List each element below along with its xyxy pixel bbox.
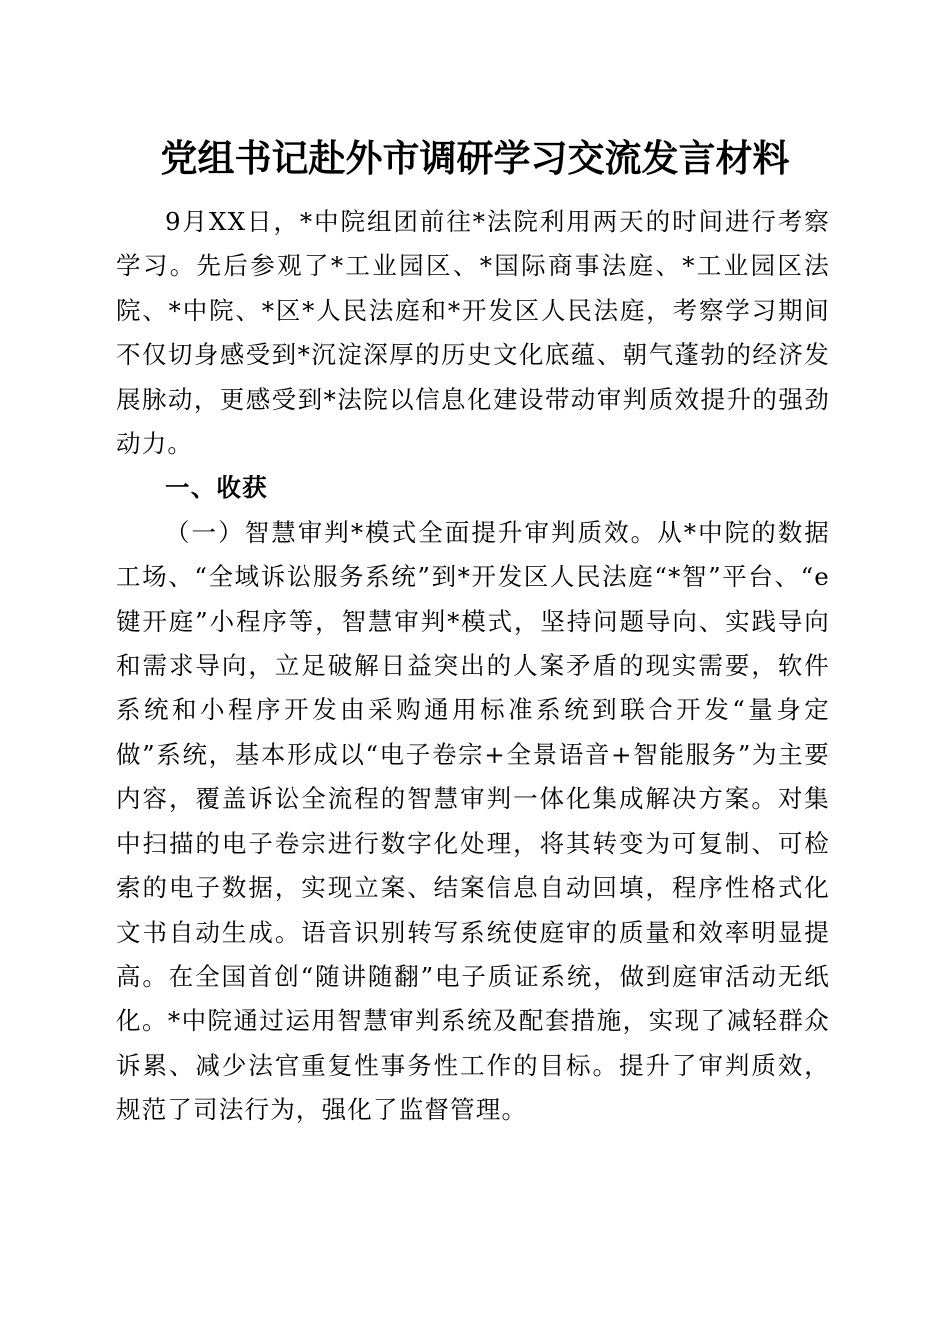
section-heading: 一、收获: [165, 473, 268, 503]
document-title: 党组书记赴外市调研学习交流发言材料: [160, 136, 790, 180]
intro-paragraph: 9月XX日，*中院组团前往*法院利用两天的时间进行考察学习。先后参观了*工业园区、*国际商事法庭、*工业园区法院、*中院、*区*人民法庭和*开发区人民法庭，考察学习期间不仅切身感受到*沉淀深厚的历史文化底蕴、朝气蓬勃的经济发展脉动，更感受到*法院以信息化建设带动审判质效提升的强劲动力。: [116, 207, 830, 459]
subsection-paragraph: （一）智慧审判*模式全面提升审判质效。从*中院的数据工场、“全域诉讼服务系统”到*开发区人民法庭“*智”平台、“e键开庭”小程序等，智慧审判*模式，坚持问题导向、实践导向和需求导向，立足破解日益突出的人案矛盾的现实需要，软件系统和小程序开发由采购通用标准系统到联合开发“量身定做”系统，基本形成以“电子卷宗+全景语音+智能服务”为主要内容，覆盖诉讼全流程的智慧审判一体化集成解决方案。对集中扫描的电子卷宗进行数字化处理，将其转变为可复制、可检索的电子数据，实现立案、结案信息自动回填，程序性格式化文书自动生成。语音识别转写系统使庭审的质量和效率明显提高。在全国首创“随讲随翻”电子质证系统，做到庭审活动无纸化。*中院通过运用智慧审判系统及配套措施，实现了减轻群众诉累、减少法官重复性事务性工作的目标。提升了审判质效，规范了司法行为，强化了监督管理。: [116, 517, 830, 1125]
document-body: [116, 200, 830, 1133]
